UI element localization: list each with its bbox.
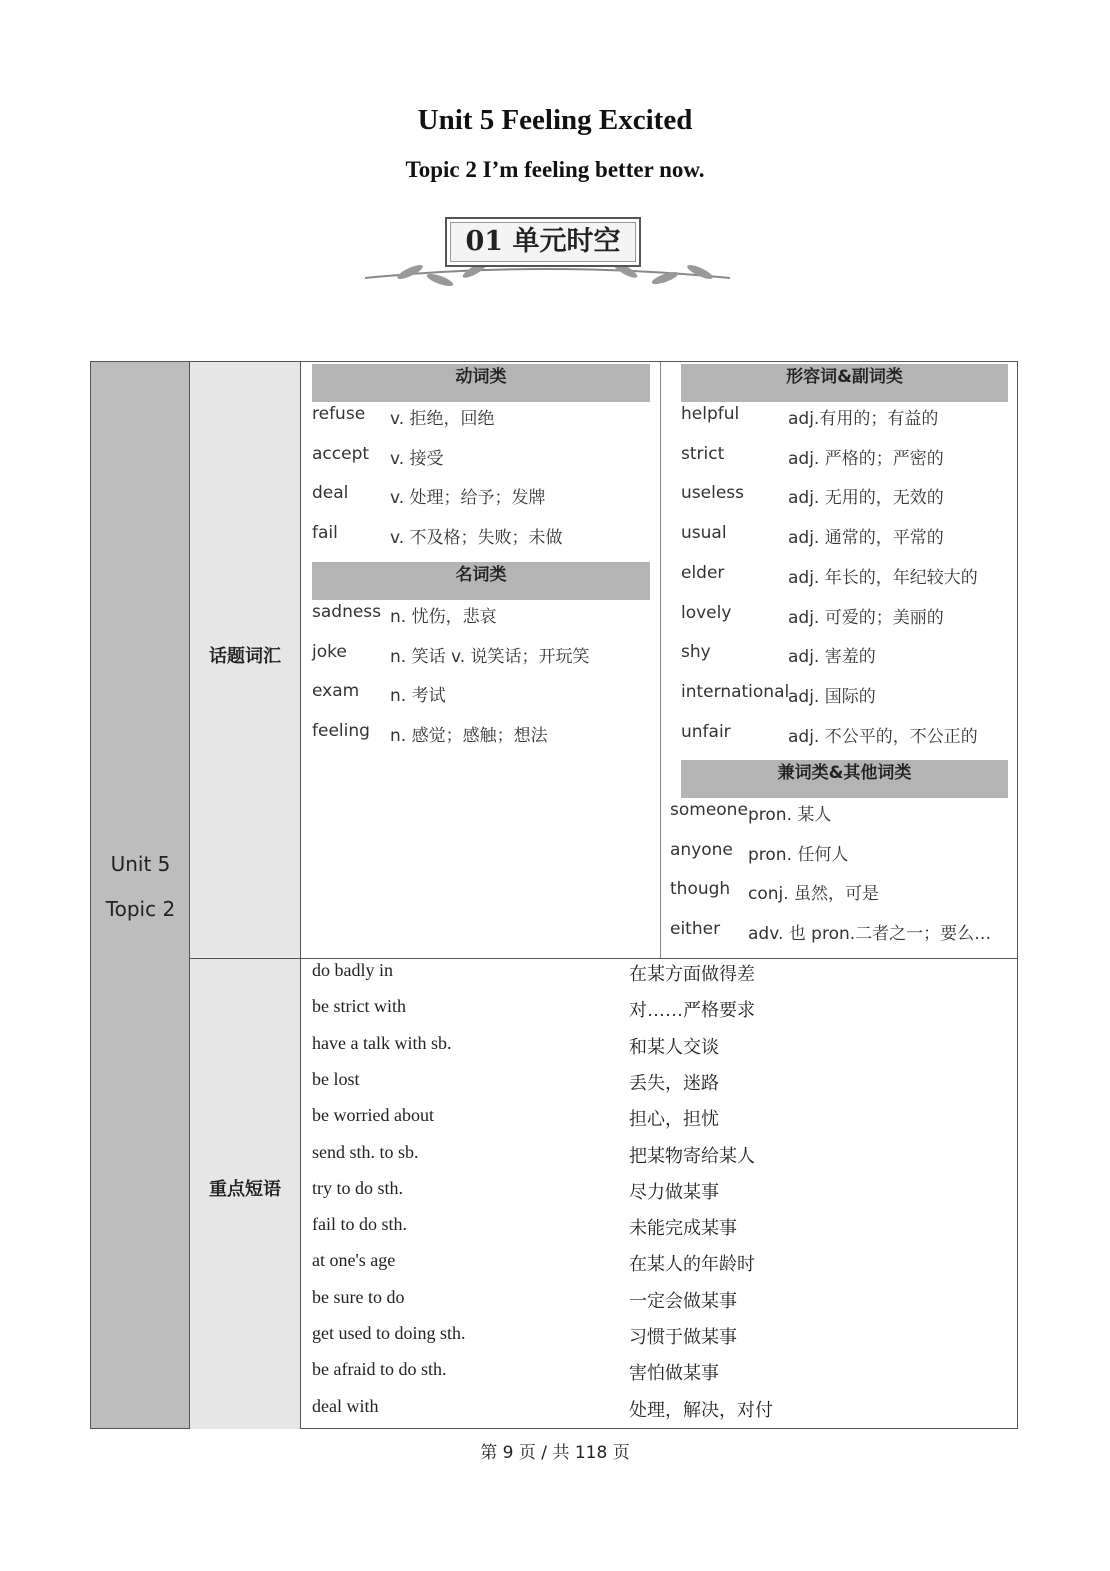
vocab-word: usual — [681, 523, 727, 544]
vocab-entry — [681, 523, 944, 549]
phrase-meaning: 处理，解决，对付 — [629, 1399, 773, 1420]
vocab-word: joke — [312, 641, 347, 662]
phrase-english: have a talk with sb. — [312, 1032, 452, 1053]
vocab-word: fail — [312, 523, 338, 544]
vocab-definition: n. 考试 — [390, 686, 446, 707]
vocab-word: exam — [312, 681, 360, 702]
vocab-entry — [312, 523, 563, 549]
vocab-word: someone — [670, 800, 748, 820]
vocab-word: helpful — [681, 404, 740, 424]
phrase-meaning: 未能完成某事 — [629, 1218, 737, 1239]
phrase-meaning: 在某方面做得差 — [629, 964, 755, 984]
vocab-entry — [681, 443, 944, 469]
vocab-entry — [312, 681, 446, 707]
vocab-entry — [312, 443, 444, 469]
phrase-english: do badly in — [312, 960, 393, 980]
phrase-meaning: 担心，担忧 — [629, 1109, 719, 1130]
vocab-entry — [681, 642, 876, 668]
vocab-word: lovely — [681, 602, 732, 623]
vocab-entry — [681, 681, 876, 707]
vocab-word: though — [670, 879, 731, 900]
vocab-word: strict — [681, 443, 725, 464]
vocab-entry — [670, 879, 880, 905]
phrase-english: at one's age — [312, 1250, 396, 1271]
vocab-definition: adj. 严格的；严密的 — [788, 448, 944, 469]
row-divider — [190, 958, 1017, 959]
vocab-entry — [681, 562, 978, 588]
topic-label: Topic 2 — [105, 897, 176, 921]
vocab-entry — [681, 721, 978, 747]
vocab-entry — [312, 483, 546, 509]
vocab-entry — [670, 800, 832, 825]
vocab-word: refuse — [312, 404, 366, 424]
vocab-definition: adj. 害羞的 — [788, 647, 876, 668]
page-footer: 第 9 页 / 共 118 页 — [480, 1443, 630, 1463]
phrase-meaning: 丢失，迷路 — [629, 1072, 719, 1093]
vocab-definition: adj. 不公平的，不公正的 — [788, 726, 978, 747]
vocab-entry — [312, 404, 495, 429]
vocab-word: sadness — [312, 602, 382, 622]
topic-vocab-cell — [190, 362, 301, 959]
phrase-meaning: 一定会做某事 — [629, 1290, 737, 1311]
phrase-meaning: 和某人交谈 — [629, 1036, 719, 1057]
unit-label: Unit 5 — [110, 852, 171, 876]
vocab-definition: adv. 也 pron.二者之一；要么… — [748, 924, 992, 945]
phrase-english: fail to do sth. — [312, 1214, 407, 1235]
unit-title: Unit 5 Feeling Excited — [417, 104, 693, 136]
vocab-entry — [681, 602, 944, 628]
vocab-table — [90, 361, 1018, 1429]
vocab-entry — [312, 721, 548, 747]
phrase-english: deal with — [312, 1395, 379, 1416]
unit-column — [91, 362, 190, 1428]
vocab-word: shy — [681, 642, 711, 663]
phrase-meaning: 害怕做某事 — [629, 1363, 719, 1384]
phrase-english: be lost — [312, 1068, 360, 1089]
phrase-english: be worried about — [312, 1105, 434, 1126]
phrase-english: try to do sth. — [312, 1177, 404, 1198]
vocab-definition: conj. 虽然，可是 — [748, 884, 880, 905]
phrase-english: send sth. to sb. — [312, 1141, 419, 1162]
vocab-definition: adj. 国际的 — [788, 686, 876, 707]
vocab-word: either — [670, 919, 721, 940]
phrase-meaning: 对……严格要求 — [629, 1000, 755, 1021]
vocab-word: elder — [681, 562, 725, 583]
key-phrases-cell — [190, 959, 301, 1429]
column-divider — [660, 362, 661, 958]
phrase-meaning: 习惯于做某事 — [629, 1327, 737, 1347]
vocab-definition: pron. 任何人 — [748, 844, 849, 865]
vocab-definition: adj. 无用的，无效的 — [788, 488, 944, 509]
vocab-definition: adj. 可爱的；美丽的 — [788, 607, 944, 628]
vocab-definition: v. 拒绝，回绝 — [390, 409, 495, 429]
topic-subtitle: Topic 2 I’m feeling better now. — [405, 157, 705, 182]
vocab-definition: pron. 某人 — [748, 805, 832, 825]
vocab-entry — [670, 839, 849, 865]
vocab-definition: adj. 年长的，年纪较大的 — [788, 567, 978, 588]
vocab-entry — [312, 641, 590, 667]
vocab-entry — [681, 483, 944, 509]
vocab-definition: n. 忧伤，悲哀 — [390, 607, 497, 627]
category-header: 名词类 — [312, 562, 650, 600]
phrase-english: get used to doing sth. — [312, 1323, 466, 1343]
section-label: 重点短语 — [209, 1179, 281, 1200]
vocab-definition: v. 不及格；失败；未做 — [390, 528, 563, 549]
phrase-english: be sure to do — [312, 1286, 405, 1307]
vocab-entry — [312, 602, 497, 627]
vocab-word: unfair — [681, 721, 731, 742]
phrase-english: be strict with — [312, 996, 406, 1017]
vocab-word: feeling — [312, 721, 370, 742]
phrase-meaning: 尽力做某事 — [629, 1181, 719, 1202]
vocab-definition: v. 处理；给予；发牌 — [390, 488, 546, 509]
section-badge: 01 单元时空 — [445, 217, 641, 267]
vocab-definition: n. 笑话 v. 说笑话；开玩笑 — [390, 646, 590, 667]
phrase-english: be afraid to do sth. — [312, 1359, 447, 1380]
category-header: 形容词&副词类 — [681, 364, 1008, 402]
phrase-meaning: 在某人的年龄时 — [629, 1254, 755, 1275]
vocab-entry — [670, 919, 992, 945]
vocab-word: accept — [312, 443, 370, 464]
vocab-definition: v. 接受 — [390, 448, 444, 469]
vocab-definition: adj. 通常的，平常的 — [788, 528, 944, 549]
vocab-word: anyone — [670, 839, 733, 860]
vocab-definition: n. 感觉；感触；想法 — [390, 726, 548, 747]
vocab-word: useless — [681, 483, 744, 504]
vocab-word: deal — [312, 483, 349, 504]
category-header: 兼词类&其他词类 — [681, 760, 1008, 798]
vocab-definition: adj.有用的；有益的 — [788, 409, 939, 429]
phrase-meaning: 把某物寄给某人 — [629, 1145, 755, 1166]
vocab-entry — [681, 404, 939, 429]
section-label: 话题词汇 — [209, 646, 281, 667]
category-header: 动词类 — [312, 364, 650, 402]
vocab-word: international — [681, 681, 790, 702]
